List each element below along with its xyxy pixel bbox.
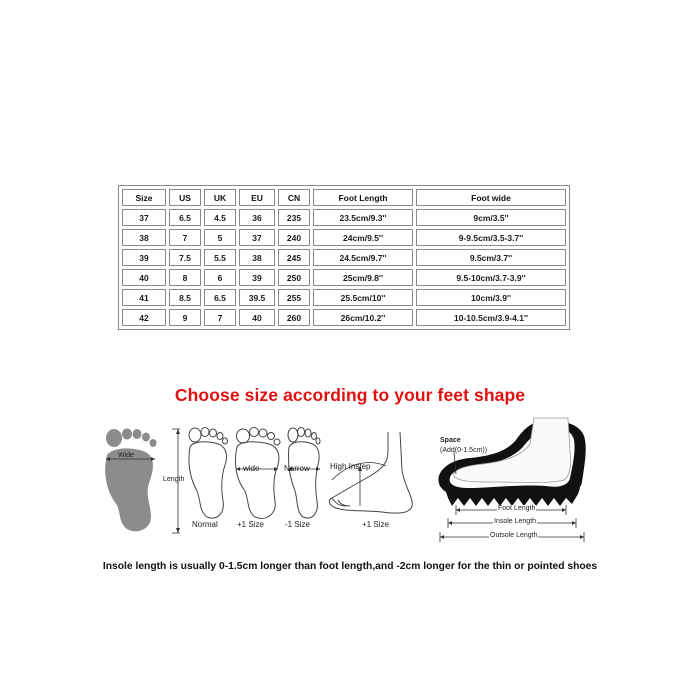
high-instep-label: High Instep [330,462,371,471]
table-cell: 25cm/9.8'' [313,269,413,286]
table-cell: 38 [122,229,166,246]
table-header-row [122,189,566,206]
table-row [122,229,566,246]
table-cell: 235 [278,209,310,226]
space-detail-label: (Add(0-1.5cm)) [440,447,488,454]
table-cell: 41 [122,289,166,306]
table-cell: 9-9.5cm/3.5-3.7'' [416,229,566,246]
normal-foot-icon [185,425,231,521]
table-cell: 8 [169,269,201,286]
table-row [122,309,566,326]
table-cell: 26cm/10.2'' [313,309,413,326]
table-cell: 39 [122,249,166,266]
shoe-cross-section-icon [430,418,590,518]
table-cell: 6.5 [204,289,236,306]
header-cn: CN [278,189,310,206]
space-label: Space [440,437,461,444]
foot-length-label: Foot Length [498,505,536,512]
header-size: Size [122,189,166,206]
table-cell: 6 [204,269,236,286]
table-row [122,269,566,286]
high-instep-size-label: +1 Size [362,520,389,529]
table-cell: 255 [278,289,310,306]
headline: Choose size according to your feet shape [174,385,526,405]
normal-label: Normal [192,520,218,529]
table-row [122,289,566,306]
table-cell: 36 [239,209,275,226]
table-cell: 24cm/9.5'' [313,229,413,246]
table-cell: 245 [278,249,310,266]
table-row [122,209,566,226]
table-cell: 40 [239,309,275,326]
table-cell: 250 [278,269,310,286]
high-instep-foot-icon [322,430,422,520]
table-cell: 42 [122,309,166,326]
table-cell: 25.5cm/10'' [313,289,413,306]
table-cell: 7.5 [169,249,201,266]
table-cell: 8.5 [169,289,201,306]
table-cell: 5 [204,229,236,246]
narrow-foot-icon [284,425,324,521]
table-cell: 9.5-10cm/3.7-3.9'' [416,269,566,286]
table-cell: 6.5 [169,209,201,226]
wide-size-label: +1 Size [237,520,264,529]
header-uk: UK [204,189,236,206]
wide-label: Wide [118,452,134,459]
table-cell: 260 [278,309,310,326]
table-cell: 9 [169,309,201,326]
table-cell: 4.5 [204,209,236,226]
length-label: Length [163,476,185,483]
header-foot-wide: Foot wide [416,189,566,206]
header-us: US [169,189,201,206]
table-cell: 10-10.5cm/3.9-4.1'' [416,309,566,326]
table-cell: 38 [239,249,275,266]
insole-length-label: Insole Length [494,518,537,525]
wide-foot-label: wide [243,464,260,473]
size-chart-table [118,185,570,330]
table-cell: 24.5cm/9.7'' [313,249,413,266]
insole-footnote: Insole length is usually 0-1.5cm longer than foot length,and -2cm longer for the thin or pointed shoes [102,561,598,572]
table-cell: 9.5cm/3.7'' [416,249,566,266]
table-cell: 240 [278,229,310,246]
header-eu: EU [239,189,275,206]
table-cell: 7 [204,309,236,326]
outsole-length-label: Outsole Length [490,532,538,539]
table-cell: 37 [239,229,275,246]
table-cell: 39 [239,269,275,286]
table-cell: 7 [169,229,201,246]
table-cell: 40 [122,269,166,286]
table-cell: 10cm/3.9'' [416,289,566,306]
table-cell: 23.5cm/9.3'' [313,209,413,226]
narrow-label: Narrow [284,464,310,473]
wide-foot-icon [233,425,281,521]
table-cell: 39.5 [239,289,275,306]
table-cell: 5.5 [204,249,236,266]
header-foot-length: Foot Length [313,189,413,206]
narrow-size-label: -1 Size [285,520,310,529]
table-cell: 37 [122,209,166,226]
table-row [122,249,566,266]
table-cell: 9cm/3.5'' [416,209,566,226]
